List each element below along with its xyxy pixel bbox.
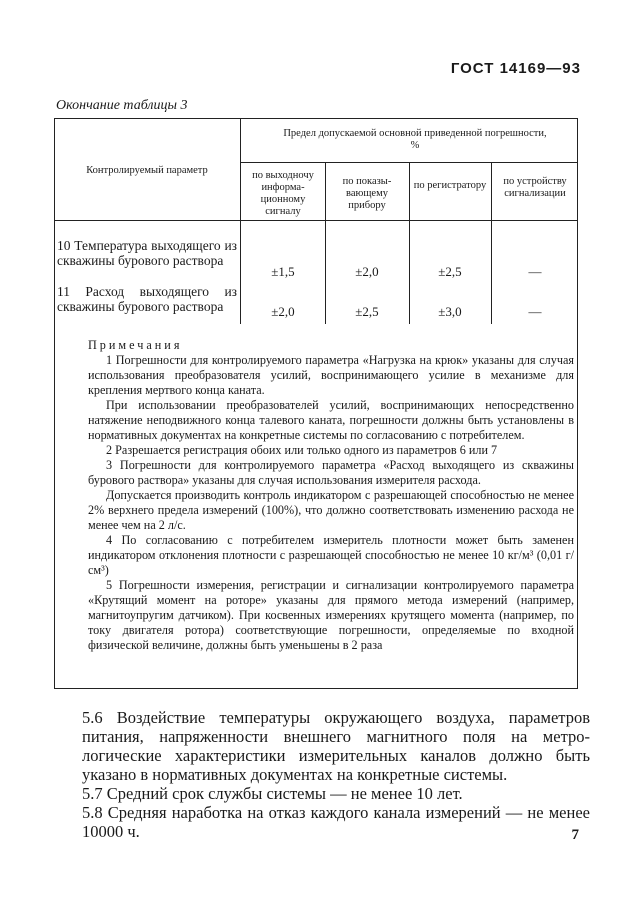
clause-5-8: 5.8 Средняя наработка на отказ каждого канала измерений — не менее 10000 ч.	[82, 803, 590, 841]
header-output-signal: по выходночу информационному сигналу	[252, 170, 314, 217]
notes-title: Примечания	[88, 338, 183, 352]
header-indicator: по показывающему прибору	[342, 176, 392, 211]
note-paragraph: 2 Разрешается регистрация обоих или только одного из параметров 6 или 7	[106, 443, 498, 457]
body-text	[82, 708, 590, 841]
note-paragraph: 3 Погрешности для контролируемого параметра «Расход выходящего из скважины бурового раствора» указаны для случая использования измерителя расхода.	[88, 458, 574, 487]
header-param: Контролируемый параметр	[86, 165, 208, 176]
table-caption: Окончание таблицы 3	[56, 98, 188, 113]
row-10-param: 10 Температура выходящего из скважины бурового раствора	[57, 238, 237, 268]
row-11-value: ±3,0	[438, 304, 462, 319]
row-11-value: —	[528, 304, 542, 319]
table-right-border	[577, 118, 578, 688]
note-paragraph: 5 Погрешности измерения, регистрации и сигнализации контролируемого параметра «Крутящий момент на роторе» указаны для прямого метода измерений (например, магнитоупругим датчиком). При косвенных измерениях крутящего момента (например, по току двигателя ротора) соответствующие погрешности, определяемые по входной физической величине, должны быть уменьшены в 2 раза	[88, 578, 574, 652]
clause-5-6: 5.6 Воздействие температуры окружающего воздуха, параметров питания, напряженности внешнего магнитного поля на метрологические характеристики измерительных каналов должно быть указано в нормативных документах на конкретные системы.	[82, 708, 590, 784]
note-paragraph: При использовании преобразователей усилий, воспринимающих непосредственно натяжение неподвижного конца талевого каната, погрешности должны быть установлены в нормативных документах на конкретные системы по согласованию с потребителем.	[88, 398, 574, 442]
row-10-value: ±2,0	[355, 264, 379, 279]
header-group: Предел допускаемой основной приведенной погрешности, %	[283, 128, 547, 151]
row-10-value: ±1,5	[271, 264, 295, 279]
table-bottom-border	[54, 688, 578, 689]
row-11-value: ±2,0	[271, 304, 295, 319]
page-number: 7	[571, 827, 579, 843]
note-paragraph: Допускается производить контроль индикатором с разрешающей способностью не менее 2% верхнего предела измерений (100%), что должно соответствовать изменению расхода не менее чем на 2 л/с.	[88, 488, 574, 532]
col-divider-1	[240, 118, 241, 324]
note-paragraph: 1 Погрешности для контролируемого параметра «Нагрузка на крюк» указаны для случая использования преобразователя усилий, воспринимающего усилие в механизме для крепления мертвого конца каната.	[88, 353, 574, 397]
note-paragraph: 4 По согласованию с потребителем измеритель плотности может быть заменен индикатором отклонения плотности с разрешающей способностью не менее 10 кг/м³ (0,01 г/см³)	[88, 533, 574, 577]
header-recorder: по регистратору	[413, 180, 487, 191]
row-10-value: —	[528, 264, 542, 279]
col-divider-4	[491, 162, 492, 324]
table-left-border	[54, 118, 55, 688]
header-alarm: по устройству сигнализации	[503, 176, 567, 199]
header-bottom-border	[54, 220, 578, 221]
col-divider-2	[325, 162, 326, 324]
row-11-value: ±2,5	[355, 304, 379, 319]
table-notes	[88, 338, 574, 653]
row-10-value: ±2,5	[438, 264, 462, 279]
row-11-param: 11 Расход выходящего из скважины бурового раствора	[57, 284, 237, 314]
table-top-border	[54, 118, 578, 119]
standard-code: ГОСТ 14169—93	[450, 60, 581, 77]
col-divider-3	[409, 162, 410, 324]
clause-5-7: 5.7 Средний срок службы системы — не менее 10 лет.	[82, 784, 463, 803]
